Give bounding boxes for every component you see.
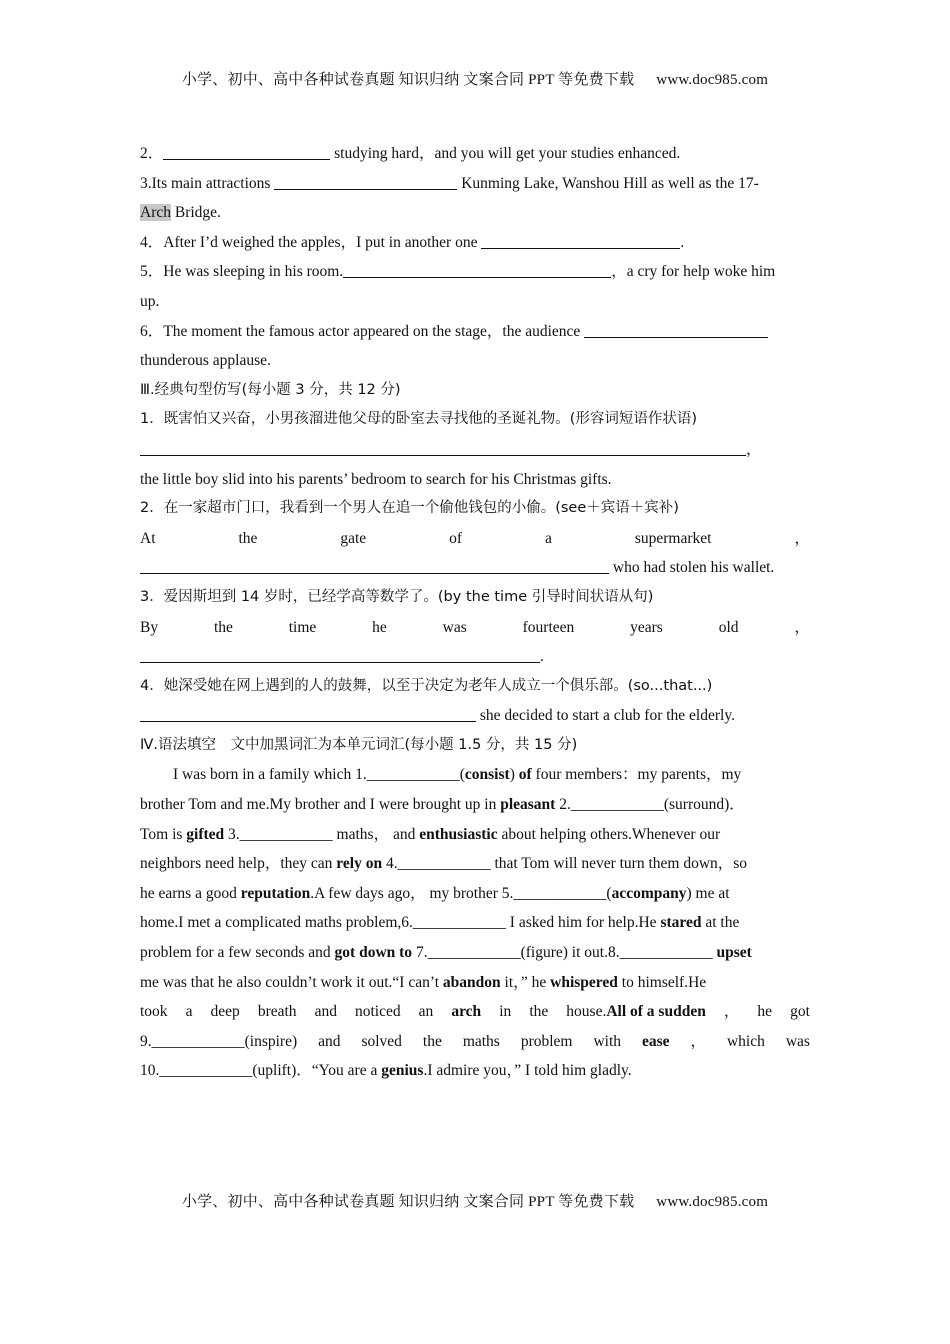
question-2: 2． studying hard，and you will get your studies enhanced. (140, 139, 810, 169)
document-body (140, 139, 810, 1086)
page-footer (0, 1190, 950, 1211)
question-5: 5．He was sleeping in his room. ，a cry for help woke him (140, 257, 810, 287)
answer-blank[interactable] (140, 437, 746, 456)
question-5-cont: up. (140, 292, 160, 310)
s3-q2-line: At the gate of a supermarket ， (140, 529, 810, 547)
blank-2[interactable]: ____________ (570, 796, 664, 814)
s3-q1-cont: the little boy slid into his parents’ bedroom to search for his Christmas gifts. (140, 470, 612, 488)
passage-line-8: me was that he also couldn’t work it out.“I can’t abandon it，” he whispered to himself.He (140, 973, 707, 991)
s3-q3-answer: . (140, 642, 810, 672)
question-4: 4．After I’d weighed the apples，I put in another one . (140, 228, 810, 258)
s3-q4-answer: she decided to start a club for the elderly. (140, 701, 810, 731)
passage-line-2: brother Tom and me.My brother and I were brought up in pleasant 2.____________(surround)． (140, 796, 745, 814)
answer-blank[interactable] (481, 230, 680, 249)
question-6: 6．The moment the famous actor appeared on the stage，the audience (140, 317, 810, 347)
passage-line-4: neighbors need help，they can rely on 4.____________ that Tom will never turn them down，so (140, 855, 748, 873)
passage-line-10: 9.____________(inspire) and solved the maths problem with ease ， which was (140, 1032, 810, 1050)
question-3-cont: Arch Bridge. (140, 204, 221, 222)
blank-9[interactable]: ____________ (151, 1032, 245, 1050)
blank-10[interactable]: ____________ (159, 1062, 253, 1080)
passage-line-1: I was born in a family which 1.____________(consist) of four members：my parents，my (173, 766, 742, 784)
answer-blank[interactable] (140, 644, 540, 663)
passage-line-6: home.I met a complicated maths problem,6.____________ I asked him for help.He stared at the (140, 914, 740, 932)
s3-q3-prompt: 3．爱因斯坦到 14 岁时，已经学高等数学了。(by the time 引导时间状语从句) (140, 588, 654, 605)
s3-q1-answer: ， (140, 435, 810, 465)
answer-blank[interactable] (343, 259, 611, 278)
blank-4[interactable]: ____________ (397, 855, 491, 873)
passage-line-3: Tom is gifted 3.____________ maths， and enthusiastic about helping others.Whenever our (140, 825, 721, 843)
blank-5[interactable]: ____________ (513, 884, 607, 902)
question-3: 3.Its main attractions Kunming Lake, Wanshou Hill as well as the 17- (140, 169, 810, 199)
s3-q1-prompt: 1．既害怕又兴奋，小男孩溜进他父母的卧室去寻找他的圣诞礼物。(形容词短语作状语) (140, 411, 698, 428)
header-text: 小学、初中、高中各种试卷真题 知识归纳 文案合同 PPT 等免费下载 (181, 72, 635, 88)
highlighted-word: Arch (140, 204, 171, 222)
passage-line-5: he earns a good reputation.A few days ago， my brother 5.____________(accompany) me at (140, 884, 730, 902)
s3-q4-prompt: 4．她深受她在网上遇到的人的鼓舞，以至于决定为老年人成立一个俱乐部。(so...that...) (140, 677, 713, 694)
footer-text: 小学、初中、高中各种试卷真题 知识归纳 文案合同 PPT 等免费下载 (181, 1194, 635, 1210)
page-header (0, 68, 950, 89)
blank-7[interactable]: ____________ (427, 944, 521, 962)
blank-8[interactable]: ____________ (619, 944, 713, 962)
passage-line-7: problem for a few seconds and got down to 7.____________(figure) it out.8.____________ upset (140, 944, 752, 962)
header-site-link[interactable]: www.doc985.com (656, 72, 769, 88)
s3-q2-prompt: 2．在一家超市门口，我看到一个男人在追一个偷他钱包的小偷。(see＋宾语＋宾补) (140, 500, 679, 517)
passage-line-9: took a deep breath and noticed an arch in the house.All of a sudden ， he got (140, 1003, 810, 1021)
question-6-cont: thunderous applause. (140, 352, 271, 370)
blank-6[interactable]: ____________ (412, 914, 506, 932)
answer-blank[interactable] (140, 703, 476, 722)
answer-blank[interactable] (274, 171, 457, 190)
s3-q2-answer: who had stolen his wallet. (140, 553, 810, 583)
blank-1[interactable]: ____________ (366, 766, 460, 784)
answer-blank[interactable] (140, 555, 609, 574)
blank-3[interactable]: ____________ (239, 825, 333, 843)
passage-line-11: 10.____________(uplift)．“You are a genius.I admire you，” I told him gladly. (140, 1062, 632, 1080)
section-3-title: Ⅲ.经典句型仿写(每小题 3 分，共 12 分) (140, 381, 401, 398)
answer-blank[interactable] (163, 141, 330, 160)
footer-site-link[interactable]: www.doc985.com (656, 1194, 769, 1210)
section-4-title: Ⅳ.语法填空 文中加黑词汇为本单元词汇(每小题 1.5 分，共 15 分) (140, 736, 578, 753)
s3-q3-line: By the time he was fourteen years old ， (140, 618, 810, 636)
answer-blank[interactable] (584, 319, 768, 338)
